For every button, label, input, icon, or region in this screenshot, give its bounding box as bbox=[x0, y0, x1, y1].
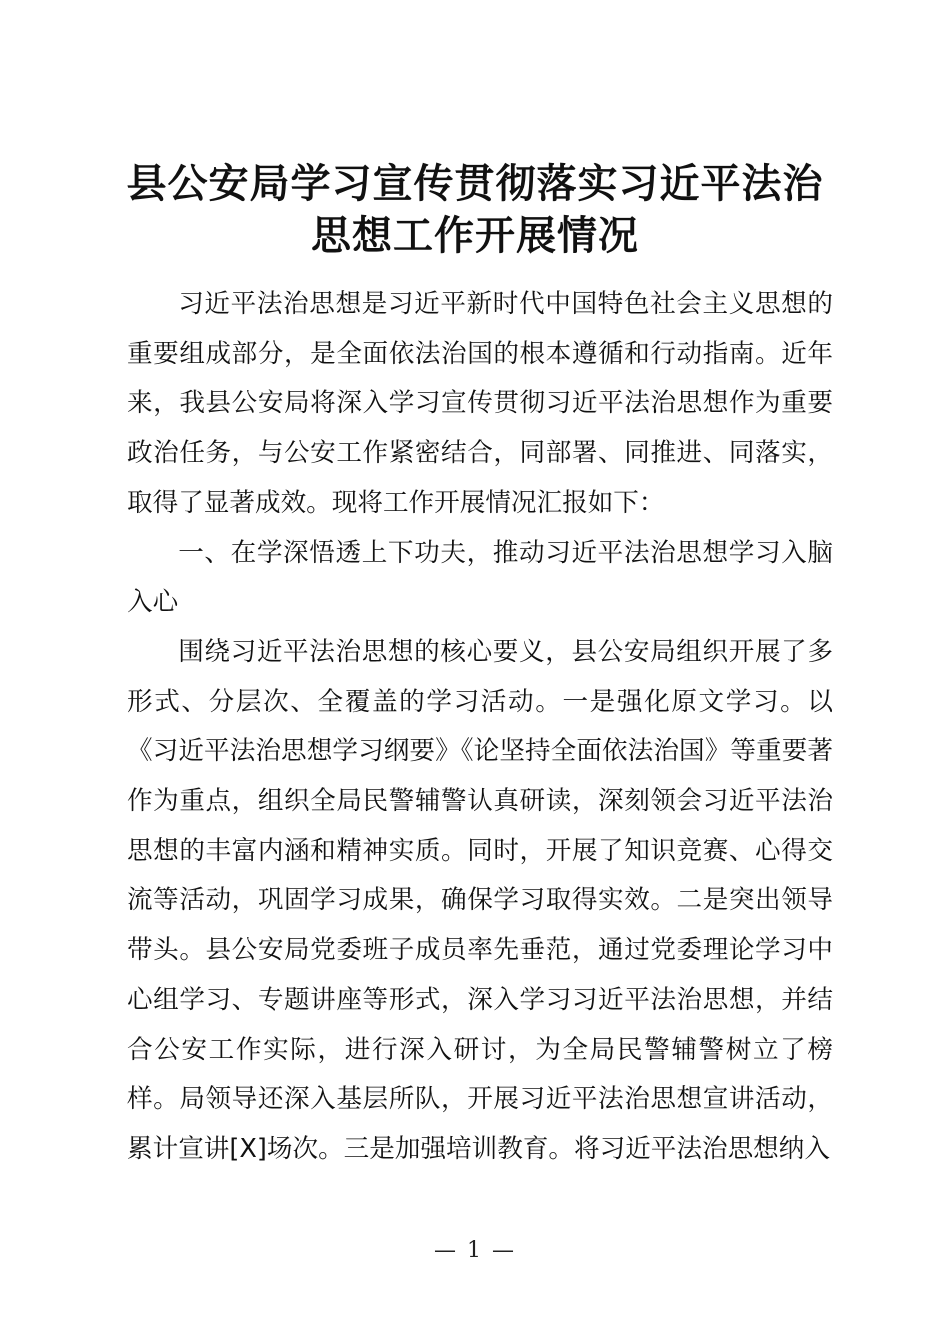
body-paragraph: 围绕习近平法治思想的核心要义，县公安局组织开展了多形式、分层次、全覆盖的学习活动。一是强化原文学习。以《习近平法治思想学习纲要》《论坚持全面依法治国》等重要著作为重点，组织全局民警辅警认真研读，深刻领会习近平法治思想的丰富内涵和精神实质。同时，开展了知识竞赛、心得交流等活动，巩固学习成果，确保学习取得实效。二是突出领导带头。县公安局党委班子成员率先垂范，通过党委理论学习中心组学习、专题讲座等形式，深入学习习近平法治思想，并结合公安工作实际，进行深入研讨，为全局民警辅警树立了榜样。局领导还深入基层所队，开展习近平法治思想宣讲活动，累计宣讲[X]场次。三是加强培训教育。将习近平法治思想纳入 bbox=[127, 636, 833, 1164]
document-title: 县公安局学习宣传贯彻落实习近平法治思想工作开展情况 bbox=[126, 160, 824, 259]
page-number: — 1 — bbox=[434, 1238, 516, 1263]
intro-paragraph: 习近平法治思想是习近平新时代中国特色社会主义思想的重要组成部分，是全面依法治国的根本遵循和行动指南。近年来，我县公安局将深入学习宣传贯彻习近平法治思想作为重要政治任务，与公安工作紧密结合，同部署、同推进、同落实，取得了显著成效。现将工作开展情况汇报如下： bbox=[127, 289, 833, 518]
section-heading-1: 一、在学深悟透上下功夫，推动习近平法治思想学习入脑入心 bbox=[127, 537, 833, 618]
document-body bbox=[127, 280, 833, 1175]
